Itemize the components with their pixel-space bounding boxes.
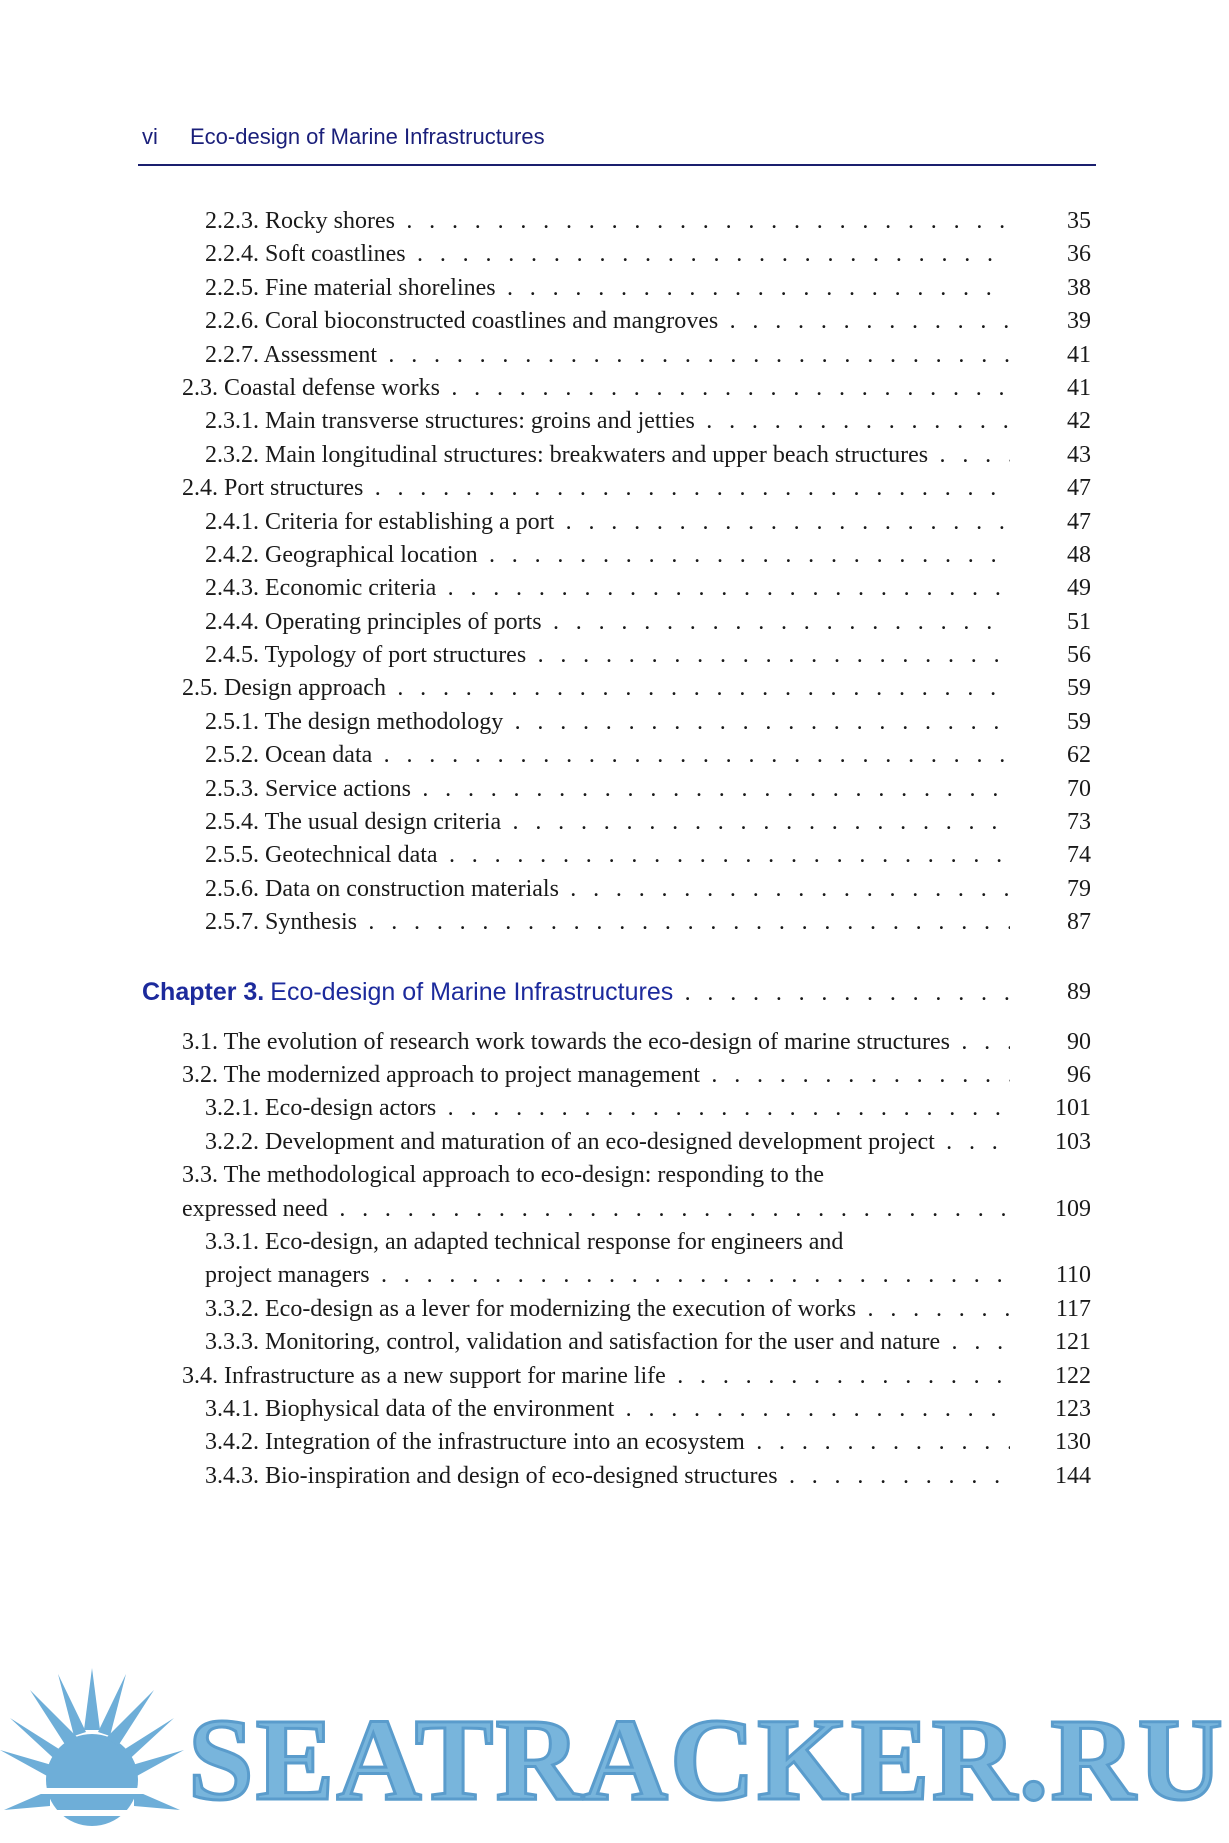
toc-entry-label: 3.2.2. Development and maturation of an eco-designed development project . . . (0, 1126, 1010, 1159)
toc-entry-label: 2.5.5. Geotechnical data . . . (0, 839, 1010, 872)
toc-entry-page: 49 (1067, 575, 1091, 602)
toc-entry-page: 43 (1067, 441, 1091, 468)
toc-entry-page: 42 (1067, 408, 1091, 435)
page-number: vi (142, 124, 158, 149)
toc-entry-page: 109 (1055, 1195, 1091, 1222)
toc-entry[interactable] (0, 1126, 1229, 1159)
sun-icon (0, 1660, 190, 1843)
toc-entry[interactable] (0, 739, 1229, 772)
toc-entry-label: 3.4.1. Biophysical data of the environment . . . (0, 1393, 1010, 1426)
running-header (138, 118, 1096, 166)
toc-entry[interactable] (0, 1159, 1229, 1226)
toc-entry[interactable] (0, 539, 1229, 572)
chapter-title: Eco-design of Marine Infrastructures (270, 977, 674, 1006)
toc-entry-label: 3.3.3. Monitoring, control, validation and satisfaction for the user and nature . . . (0, 1326, 1010, 1359)
toc-entry-label: 2.4.3. Economic criteria . . . (0, 572, 1010, 605)
toc-entry-page: 38 (1067, 274, 1091, 301)
toc-entry[interactable] (0, 906, 1229, 939)
toc-entry-label: 3.4. Infrastructure as a new support for marine life . . . (0, 1360, 1010, 1393)
watermark-text: SEATRACKER.RU (188, 1694, 1225, 1825)
toc-entry-page: 41 (1067, 341, 1091, 368)
toc-entry-page: 74 (1067, 842, 1091, 869)
toc-chapter-heading[interactable] (0, 975, 1229, 1009)
toc-entry-page: 123 (1055, 1395, 1091, 1422)
toc-entry-page: 122 (1055, 1362, 1091, 1389)
toc-entry-label: 3.1. The evolution of research work towards the eco-design of marine structures . . . (0, 1026, 1010, 1059)
toc-entry-page: 89 (1067, 978, 1091, 1005)
table-of-contents (0, 205, 1229, 1493)
toc-entry-label: 2.4.5. Typology of port structures . . . (0, 639, 1010, 672)
toc-entry[interactable] (0, 773, 1229, 806)
toc-entry[interactable] (0, 1092, 1229, 1125)
toc-entry-page: 41 (1067, 374, 1091, 401)
toc-entry-label: 2.5. Design approach . . . (0, 672, 1010, 705)
toc-entry-label: 3.2.1. Eco-design actors . . . (0, 1092, 1010, 1125)
toc-entry-page: 59 (1067, 675, 1091, 702)
toc-entry[interactable] (0, 305, 1229, 338)
toc-entry[interactable] (0, 1326, 1229, 1359)
toc-entry[interactable] (0, 873, 1229, 906)
toc-entry-label: 2.4. Port structures . . . (0, 472, 1010, 505)
toc-entry-page: 48 (1067, 541, 1091, 568)
toc-entry-label: 3.4.2. Integration of the infrastructure into an ecosystem . . . (0, 1426, 1010, 1459)
toc-entry-label: 2.5.1. The design methodology . . . (0, 706, 1010, 739)
toc-entry[interactable] (0, 238, 1229, 271)
toc-entry-page: 35 (1067, 208, 1091, 234)
toc-entry-label: 2.2.5. Fine material shorelines . . . (0, 272, 1010, 305)
toc-entry[interactable] (0, 1226, 1229, 1293)
toc-entry-label: 2.2.6. Coral bioconstructed coastlines and mangroves . . . (0, 305, 1010, 338)
toc-entry-page: 73 (1067, 809, 1091, 836)
toc-entry-label: 2.3.2. Main longitudinal structures: breakwaters and upper beach structures . . . (0, 439, 1010, 472)
toc-entry-page: 90 (1067, 1028, 1091, 1055)
toc-entry-label: 2.3. Coastal defense works . . . (0, 372, 1010, 405)
toc-entry-label: 2.2.7. Assessment . . . (0, 339, 1010, 372)
toc-entry-page: 101 (1055, 1095, 1091, 1122)
toc-entry-page: 96 (1067, 1061, 1091, 1088)
toc-entry[interactable] (0, 706, 1229, 739)
toc-entry[interactable] (0, 672, 1229, 705)
toc-entry-page: 36 (1067, 241, 1091, 268)
toc-entry-label: 2.4.4. Operating principles of ports . . . (0, 606, 1010, 639)
toc-entry[interactable] (0, 339, 1229, 372)
toc-entry[interactable] (0, 372, 1229, 405)
toc-entry[interactable] (0, 606, 1229, 639)
toc-entry-page: 59 (1067, 708, 1091, 735)
toc-entry-page: 117 (1055, 1295, 1091, 1322)
toc-entry-label: 3.2. The modernized approach to project management . . . (0, 1059, 1010, 1092)
toc-entry-label: 2.4.2. Geographical location . . . (0, 539, 1010, 572)
toc-entry[interactable] (0, 1393, 1229, 1426)
toc-entry-label: 2.5.7. Synthesis . . . (0, 906, 1010, 939)
toc-entry[interactable] (0, 839, 1229, 872)
toc-entry-page: 62 (1067, 742, 1091, 769)
toc-entry[interactable] (0, 639, 1229, 672)
toc-entry-label-continued: expressed need . . . (0, 1193, 1010, 1226)
toc-entry[interactable] (0, 1360, 1229, 1393)
toc-entry-label: 2.5.4. The usual design criteria . . . (0, 806, 1010, 839)
toc-entry[interactable] (0, 1293, 1229, 1326)
toc-entry[interactable] (0, 1059, 1229, 1092)
toc-entry-page: 47 (1067, 508, 1091, 535)
toc-entry-page: 103 (1055, 1128, 1091, 1155)
toc-entry-label: 2.2.4. Soft coastlines . . . (0, 238, 1010, 271)
toc-entry[interactable] (0, 1460, 1229, 1493)
toc-entry-page: 56 (1067, 642, 1091, 669)
toc-entry-page: 79 (1067, 875, 1091, 902)
toc-entry[interactable] (0, 472, 1229, 505)
toc-entry-page: 39 (1067, 308, 1091, 335)
toc-entry-label: 2.5.3. Service actions . . . (0, 773, 1010, 806)
toc-entry[interactable] (0, 272, 1229, 305)
toc-entry-page: 110 (1055, 1262, 1091, 1289)
toc-entry[interactable] (0, 572, 1229, 605)
toc-entry[interactable] (0, 205, 1229, 238)
toc-entry[interactable] (0, 506, 1229, 539)
toc-entry-page: 87 (1067, 909, 1091, 936)
toc-entry-label: 3.4.3. Bio-inspiration and design of eco-designed structures . . . (0, 1460, 1010, 1493)
toc-entry-page: 51 (1067, 608, 1091, 635)
toc-entry-label: 2.5.6. Data on construction materials . . . (0, 873, 1010, 906)
toc-entry-page: 70 (1067, 775, 1091, 802)
toc-entry-page: 130 (1055, 1429, 1091, 1456)
chapter-number: Chapter 3. (142, 977, 265, 1006)
toc-entry-label: 2.4.1. Criteria for establishing a port . . . (0, 506, 1010, 539)
toc-entry-page: 121 (1055, 1329, 1091, 1356)
toc-entry[interactable] (0, 1426, 1229, 1459)
toc-entry-page: 144 (1055, 1462, 1091, 1489)
toc-entry[interactable] (0, 439, 1229, 472)
toc-entry-label: 3.3.1. Eco-design, an adapted technical response for engineers and (205, 1228, 844, 1255)
toc-entry[interactable] (0, 405, 1229, 438)
toc-entry-label: 3.3. The methodological approach to eco-design: responding to the (182, 1162, 825, 1189)
watermark (0, 1660, 1229, 1843)
toc-entry-page: 47 (1067, 475, 1091, 502)
toc-entry-label-continued: project managers . . . (0, 1259, 1010, 1292)
toc-entry-label: 2.2.3. Rocky shores . . . (0, 205, 1010, 238)
book-title: Eco-design of Marine Infrastructures (190, 124, 545, 149)
toc-entry-label: 3.3.2. Eco-design as a lever for modernizing the execution of works . . . (0, 1293, 1010, 1326)
toc-entry-label: 2.3.1. Main transverse structures: groins and jetties . . . (0, 405, 1010, 438)
toc-entry[interactable] (0, 1026, 1229, 1059)
toc-entry-label: 2.5.2. Ocean data . . . (0, 739, 1010, 772)
toc-entry[interactable] (0, 806, 1229, 839)
